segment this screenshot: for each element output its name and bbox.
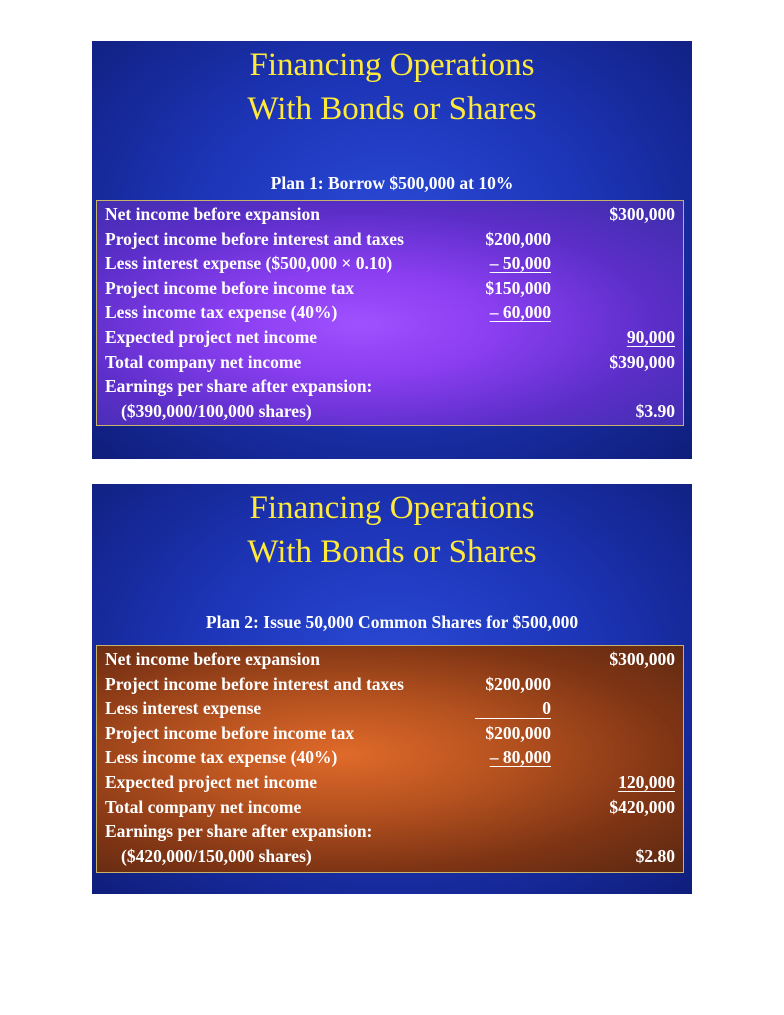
row-label: Project income before interest and taxes <box>105 673 404 694</box>
plan-heading: Plan 2: Issue 50,000 Common Shares for $500,000 <box>205 612 579 632</box>
row-label: ($390,000/100,000 shares) <box>121 400 312 421</box>
row-subtotal-value: $150,000 <box>485 277 551 298</box>
row-total-value: $3.90 <box>635 400 675 421</box>
table-row <box>97 696 683 721</box>
table-row <box>97 399 683 424</box>
row-total-value: $300,000 <box>609 649 675 669</box>
slide-title <box>92 486 692 574</box>
title-line-1: Financing Operations <box>249 47 535 83</box>
table-row <box>97 721 683 746</box>
row-subtotal-value: $200,000 <box>485 673 551 694</box>
row-label: Project income before interest and taxes <box>105 228 404 249</box>
table-row <box>97 672 683 697</box>
row-subtotal-value: $200,000 <box>485 228 551 249</box>
row-total-value: $420,000 <box>609 796 675 817</box>
row-label: Earnings per share after expansion: <box>105 821 373 842</box>
row-label: Project income before income tax <box>105 277 355 298</box>
row-label: Less income tax expense (40%) <box>105 302 338 323</box>
row-subtotal-value: – 60,000 <box>489 302 551 323</box>
row-label: Expected project net income <box>105 772 318 792</box>
title-line-2: With Bonds or Shares <box>247 91 537 127</box>
row-label: Total company net income <box>105 351 302 372</box>
table-row <box>97 647 683 672</box>
row-label: Net income before expansion <box>105 649 320 669</box>
table-row <box>97 325 683 350</box>
row-total-value: $2.80 <box>635 845 675 866</box>
table-row <box>97 374 683 399</box>
row-label: Expected project net income <box>105 327 318 347</box>
table-row <box>97 795 683 820</box>
table-row <box>97 202 683 227</box>
plan-table <box>96 645 684 873</box>
table-row <box>97 276 683 301</box>
plan-table <box>96 200 684 426</box>
subtotal-rule <box>475 718 551 719</box>
table-row <box>97 745 683 770</box>
row-total-value: $390,000 <box>609 351 675 372</box>
row-total-value: 120,000 <box>618 772 675 792</box>
row-total-value: 90,000 <box>626 327 675 347</box>
table-row <box>97 770 683 795</box>
slide-plan-2 <box>92 484 692 894</box>
row-label: Less interest expense ($500,000 × 0.10) <box>105 253 393 274</box>
row-total-value: $300,000 <box>609 204 675 224</box>
plan-heading: Plan 1: Borrow $500,000 at 10% <box>270 173 514 193</box>
table-row <box>97 300 683 325</box>
row-label: ($420,000/150,000 shares) <box>121 845 312 866</box>
row-label: Project income before income tax <box>105 722 355 743</box>
slide-plan-1 <box>92 41 692 459</box>
table-row <box>97 251 683 276</box>
table-row <box>97 844 683 869</box>
row-label: Net income before expansion <box>105 204 320 224</box>
table-row <box>97 350 683 375</box>
table-row <box>97 819 683 844</box>
slide-title <box>92 43 692 131</box>
title-line-1: Financing Operations <box>249 490 535 526</box>
title-line-2: With Bonds or Shares <box>247 534 537 570</box>
row-label: Earnings per share after expansion: <box>105 376 373 397</box>
row-subtotal-value: – 80,000 <box>489 747 551 768</box>
row-subtotal-value: – 50,000 <box>489 253 551 274</box>
row-subtotal-value: $200,000 <box>485 722 551 743</box>
row-label: Total company net income <box>105 796 302 817</box>
row-label: Less income tax expense (40%) <box>105 747 338 768</box>
table-row <box>97 227 683 252</box>
row-subtotal-value: 0 <box>542 698 551 719</box>
row-label: Less interest expense <box>105 698 262 719</box>
